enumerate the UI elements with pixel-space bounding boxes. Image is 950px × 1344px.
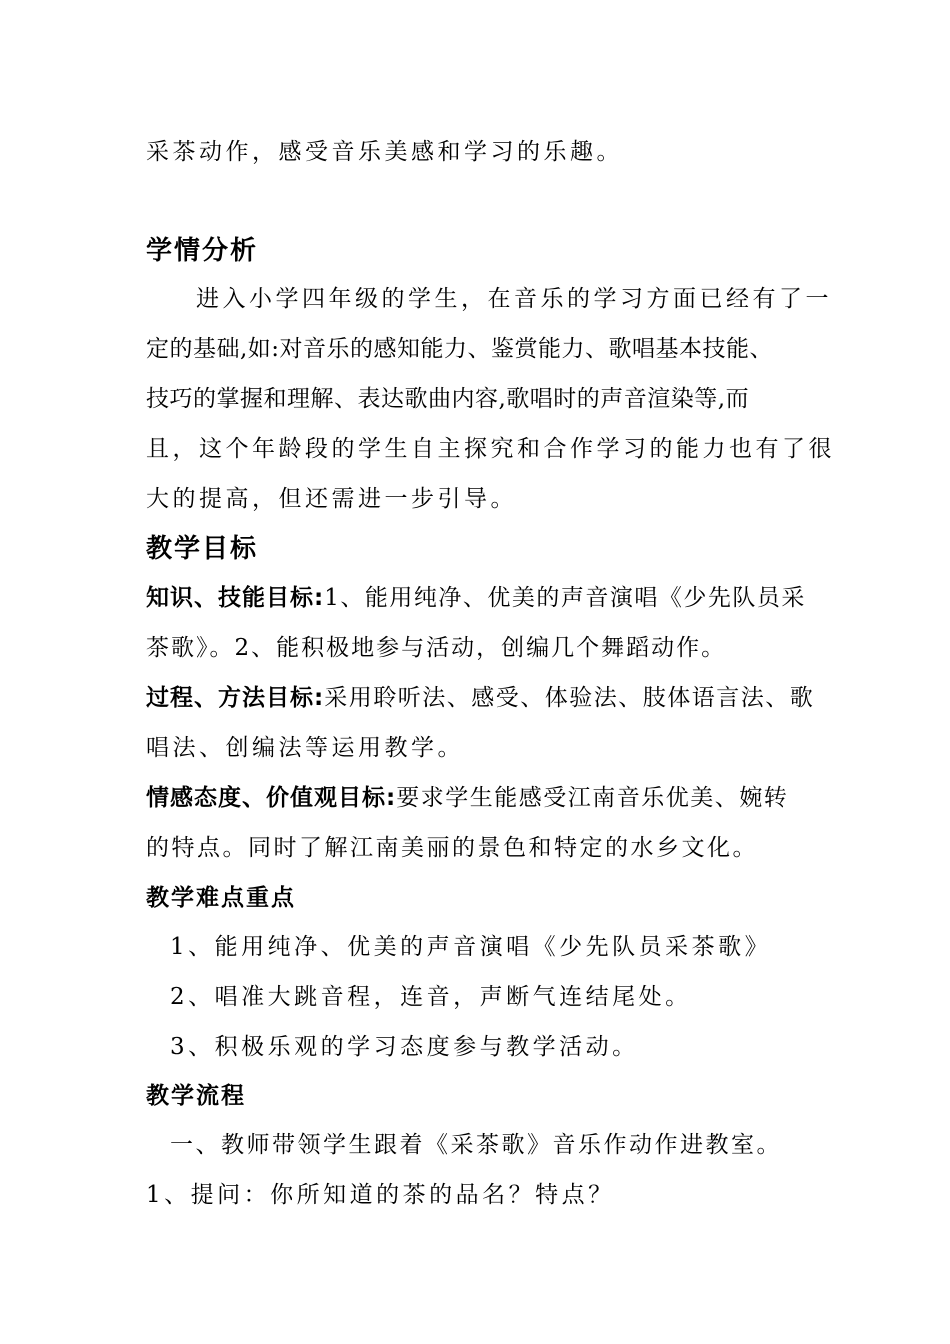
knowledge-goal-line-1 bbox=[146, 583, 811, 613]
emotion-goal-line-2: 的特点。同时了解江南美丽的景色和特定的水乡文化。 bbox=[146, 835, 758, 861]
process-goal-text-1: 采用聆听法、感受、体验法、肢体语言法、歌 bbox=[324, 685, 815, 711]
teaching-goals-heading: 教学目标 bbox=[146, 534, 259, 564]
key-point-item-3: 3、积极乐观的学习态度参与教学活动。 bbox=[170, 1034, 639, 1060]
teaching-flow-step-1: 一、教师带领学生跟着《采茶歌》音乐作动作进教室。 bbox=[170, 1132, 782, 1158]
key-point-item-2: 2、唱准大跳音程，连音，声断气连结尾处。 bbox=[170, 984, 692, 1010]
knowledge-goal-label: 知识、技能目标: bbox=[146, 585, 325, 611]
process-goal-line-2: 唱法、创编法等运用教学。 bbox=[146, 735, 464, 761]
student-analysis-line-1: 进入小学四年级的学生，在音乐的学习方面已经有了一 bbox=[196, 286, 832, 312]
process-goal-line-1 bbox=[146, 683, 815, 713]
teaching-flow-heading: 教学流程 bbox=[146, 1083, 246, 1109]
student-analysis-line-3: 技巧的掌握和理解、表达歌曲内容,歌唱时的声音渲染等,而 bbox=[146, 386, 750, 412]
knowledge-goal-text-1: 1、能用纯净、优美的声音演唱《少先队员采 bbox=[324, 585, 806, 611]
student-analysis-line-5: 大的提高，但还需进一步引导。 bbox=[146, 486, 517, 512]
student-analysis-heading: 学情分析 bbox=[146, 236, 259, 266]
student-analysis-line-4: 且，这个年龄段的学生自主探究和合作学习的能力也有了很 bbox=[146, 436, 835, 462]
emotion-goal-label: 情感态度、价值观目标: bbox=[146, 785, 397, 811]
teaching-flow-question: 1、提问：你所知道的茶的品名？特点？ bbox=[146, 1182, 615, 1208]
knowledge-goal-line-2: 茶歌》。2、能积极地参与活动，创编几个舞蹈动作。 bbox=[146, 635, 727, 661]
key-point-item-1: 1、能用纯净、优美的声音演唱《少先队员采茶歌》 bbox=[170, 934, 772, 960]
emotion-goal-text-1: 要求学生能感受江南音乐优美、婉转 bbox=[396, 785, 789, 811]
student-analysis-line-2: 定的基础,如:对音乐的感知能力、鉴赏能力、歌唱基本技能、 bbox=[146, 336, 774, 362]
intro-line: 采茶动作，感受音乐美感和学习的乐趣。 bbox=[146, 139, 623, 165]
process-goal-label: 过程、方法目标: bbox=[146, 685, 325, 711]
emotion-goal-line-1 bbox=[146, 783, 811, 813]
key-points-heading: 教学难点重点 bbox=[146, 885, 296, 911]
